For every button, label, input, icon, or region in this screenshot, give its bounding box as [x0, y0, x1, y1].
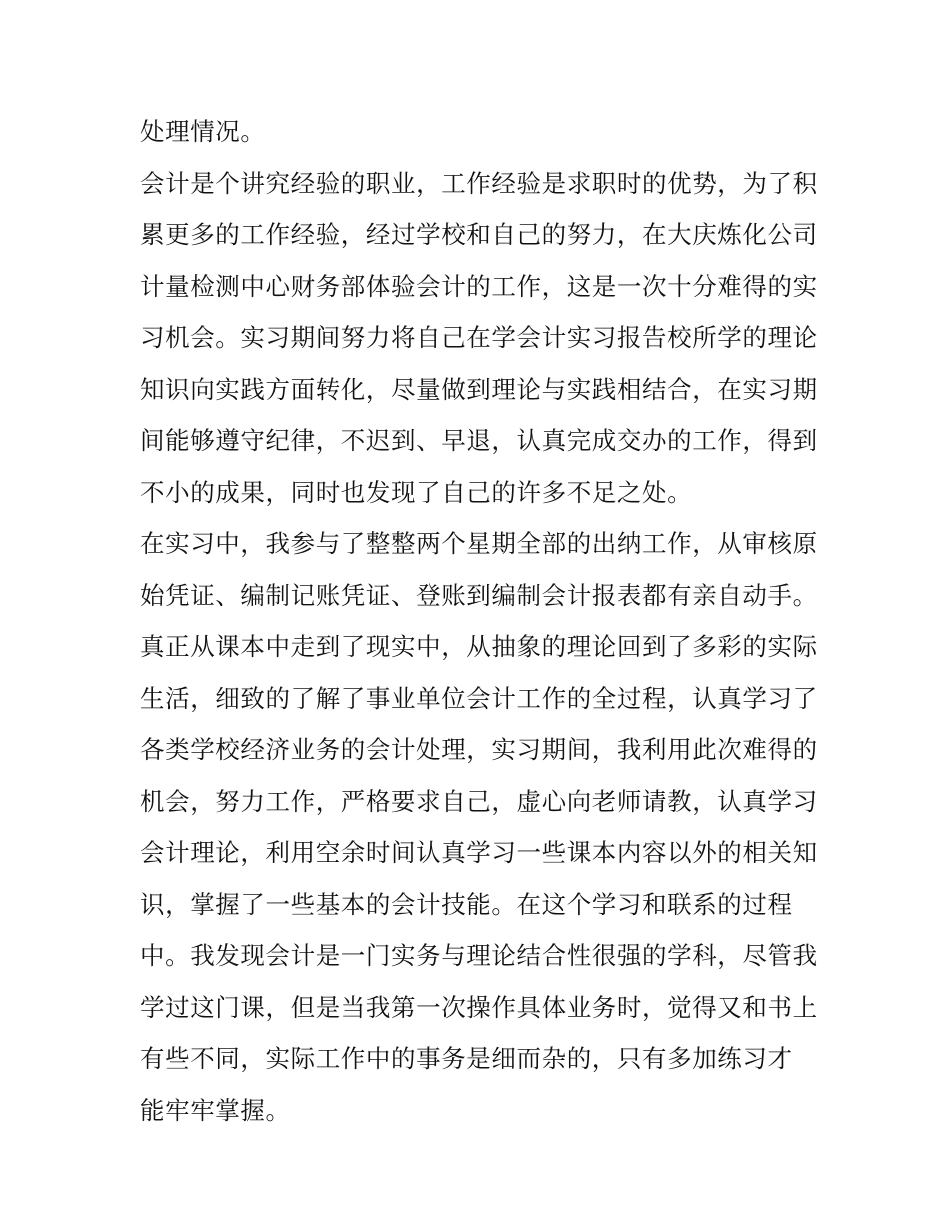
- text-line: 识，掌握了一些基本的会计技能。在这个学习和联系的过程: [140, 889, 793, 919]
- text-line: 有些不同，实际工作中的事务是细而杂的，只有多加练习才: [140, 1044, 793, 1073]
- text-line: 各类学校经济业务的会计处理，实习期间，我利用此次难得的: [140, 735, 818, 764]
- text-line: 不小的成果，同时也发现了自己的许多不足之处。: [140, 477, 693, 507]
- text-line: 习机会。实习期间努力将自己在学会计实习报告校所学的理论: [140, 323, 818, 352]
- text-line: 机会，努力工作，严格要求自己，虚心向老师请教，认真学习: [140, 786, 818, 816]
- body-text: [140, 106, 820, 1136]
- text-line: 间能够遵守纪律，不迟到、早退，认真完成交办的工作，得到: [140, 426, 818, 455]
- text-line: 生活，细致的了解了事业单位会计工作的全过程，认真学习了: [140, 683, 818, 713]
- text-line: 会计理论，利用空余时间认真学习一些课本内容以外的相关知: [140, 838, 818, 867]
- text-line: 能牢牢掌握。: [140, 1095, 291, 1125]
- text-line: 中。我发现会计是一门实务与理论结合性很强的学科，尽管我: [140, 941, 818, 970]
- text-line: 真正从课本中走到了现实中，从抽象的理论回到了多彩的实际: [140, 632, 818, 661]
- text-line: 处理情况。: [140, 117, 266, 146]
- text-line: 知识向实践方面转化，尽量做到理论与实践相结合，在实习期: [140, 374, 818, 404]
- text-line: 计量检测中心财务部体验会计的工作，这是一次十分难得的实: [140, 271, 818, 301]
- text-line: 在实习中，我参与了整整两个星期全部的出纳工作，从审核原: [140, 529, 818, 558]
- text-line: 学过这门课，但是当我第一次操作具体业务时，觉得又和书上: [140, 992, 818, 1022]
- text-line: 会计是个讲究经验的职业，工作经验是求职时的优势，为了积: [140, 168, 818, 198]
- text-line: 始凭证、编制记账凭证、登账到编制会计报表都有亲自动手。: [140, 580, 818, 610]
- text-line: 累更多的工作经验，经过学校和自己的努力，在大庆炼化公司: [140, 220, 818, 249]
